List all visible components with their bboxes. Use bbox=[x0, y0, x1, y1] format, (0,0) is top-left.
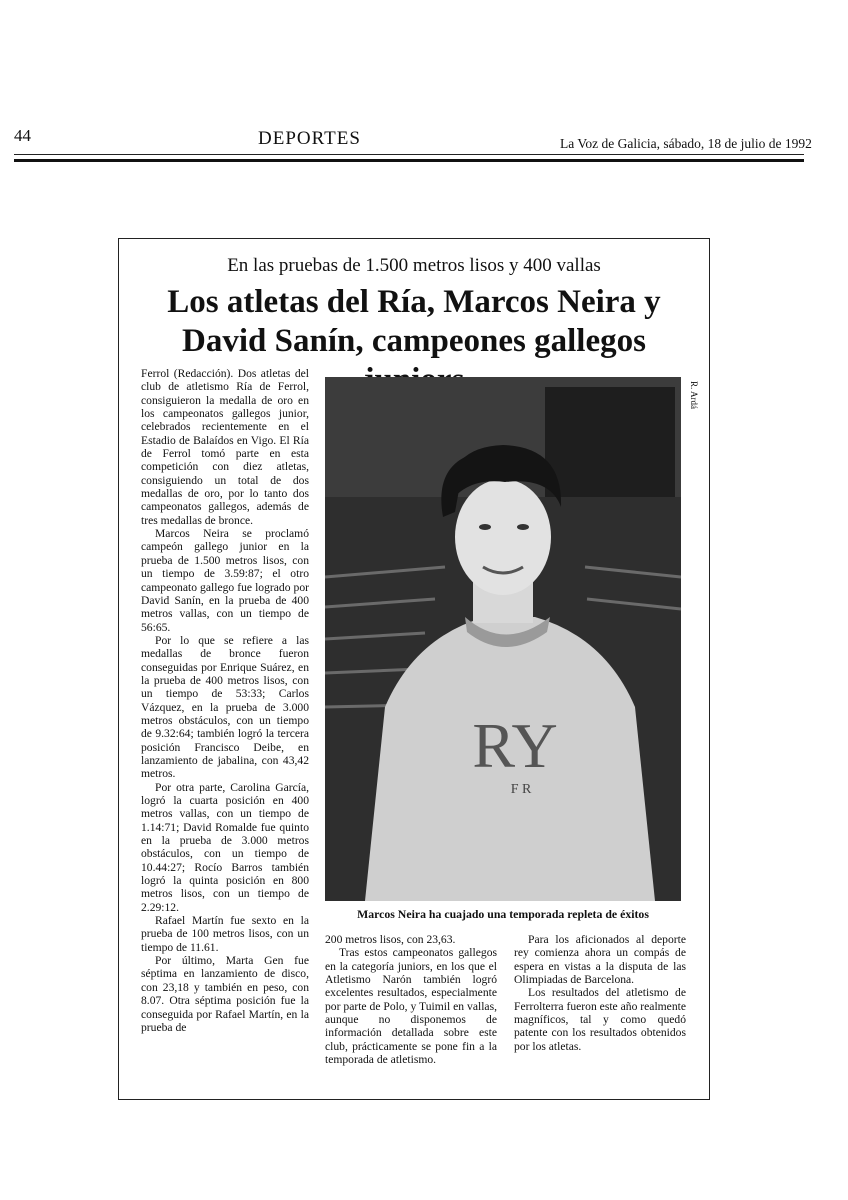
page-header bbox=[0, 122, 848, 172]
article-column-1 bbox=[141, 367, 309, 1034]
sweater-lettering: RY bbox=[472, 710, 558, 781]
article-kicker: En las pruebas de 1.500 metros lisos y 400 vallas bbox=[227, 255, 601, 276]
paragraph: Por lo que se refiere a las medallas de bronce fueron conseguidas por Enrique Suárez, en la prueba de 400 metros lisos, con un tiempo de 53:33; Carlos Vázquez, en la prueba de 3.000 metros obstáculos, con un tiempo de 9.32:64; también logró la tercera posición Francisco Deibe, en lanzamiento de jabalina, con 43,42 metros. bbox=[141, 633, 309, 781]
section-title: DEPORTES bbox=[258, 128, 361, 149]
paragraph: 200 metros lisos, con 23,63. bbox=[325, 933, 456, 946]
paragraph: Ferrol (Redacción). Dos atletas del club de atletismo Ría de Ferrol, consiguieron la medalla de oro en los campeonatos gallegos junior, celebrados recientemente en el Estadio de Balaídos en Vigo. El Ría de Ferrol tomó parte en esta competición con diez atletas, consiguiendo un total de dos medallas de oro, por lo tanto dos campeonatos gallegos, además de tres medallas de bronce. bbox=[141, 367, 309, 527]
paragraph: Rafael Martín fue sexto en la prueba de 100 metros lisos, con un tiempo de 11.61. bbox=[141, 914, 309, 954]
header-rule-thick bbox=[14, 159, 804, 162]
photo-caption: Marcos Neira ha cuajado una temporada repleta de éxitos bbox=[357, 907, 649, 921]
header-rule-thin bbox=[14, 154, 804, 155]
paragraph: Tras estos campeonatos gallegos en la categoría juniors, en los que el Atletismo Narón también logró excelentes resultados, especialmente por parte de Polo, y Tuimil en vallas, aunque no disponemos de información detallada sobre este club, prácticamente se pone fin a la temporada de atletismo. bbox=[325, 946, 497, 1067]
paragraph: Por otra parte, Carolina García, logró la cuarta posición en 400 metros vallas, con un tiempo de 1.14:71; David Romalde fue quinto en la prueba de 3.000 metros obstáculos, con un tiempo de 10.44:27; Rocío Barros también logró la quinta posición en 800 metros lisos, con un tiempo de 2.29:12. bbox=[141, 780, 309, 914]
article-column-3 bbox=[514, 933, 686, 1053]
publication-date: La Voz de Galicia, sábado, 18 de julio de 1992 bbox=[560, 136, 812, 151]
athlete-photo bbox=[325, 377, 681, 901]
paragraph: Marcos Neira se proclamó campeón gallego junior en la prueba de 1.500 metros lisos, con un tiempo de 3.59:87; el otro campeonato gallego fue logrado por David Sanín, en la prueba de 400 metros vallas, con un tiempo de 56:65. bbox=[141, 527, 309, 634]
sweater-small-lettering: F R bbox=[510, 782, 532, 797]
article-headline: Los atletas del Ría, Marcos Neira y David Sanín, campeones gallegos bbox=[167, 284, 661, 359]
article-column-2 bbox=[325, 933, 497, 1066]
photo-credit: R. Ardá bbox=[689, 381, 699, 409]
paragraph: Por último, Marta Gen fue séptima en lanzamiento de disco, con 23,18 y también en peso, con 8.07. Otra séptima posición fue la conseguida por Rafael Martín, en la prueba de bbox=[141, 954, 309, 1034]
paragraph: Para los aficionados al deporte rey comienza ahora un compás de espera en vistas a la disputa de las Olimpiadas de Barcelona. bbox=[514, 933, 686, 987]
paragraph: Los resultados del atletismo de Ferrolterra fueron este año realmente magníficos, tal y como quedó patente con los resultados obtenidos por los atletas. bbox=[514, 986, 686, 1053]
page-number: 44 bbox=[14, 126, 31, 145]
article-box bbox=[118, 238, 710, 1100]
